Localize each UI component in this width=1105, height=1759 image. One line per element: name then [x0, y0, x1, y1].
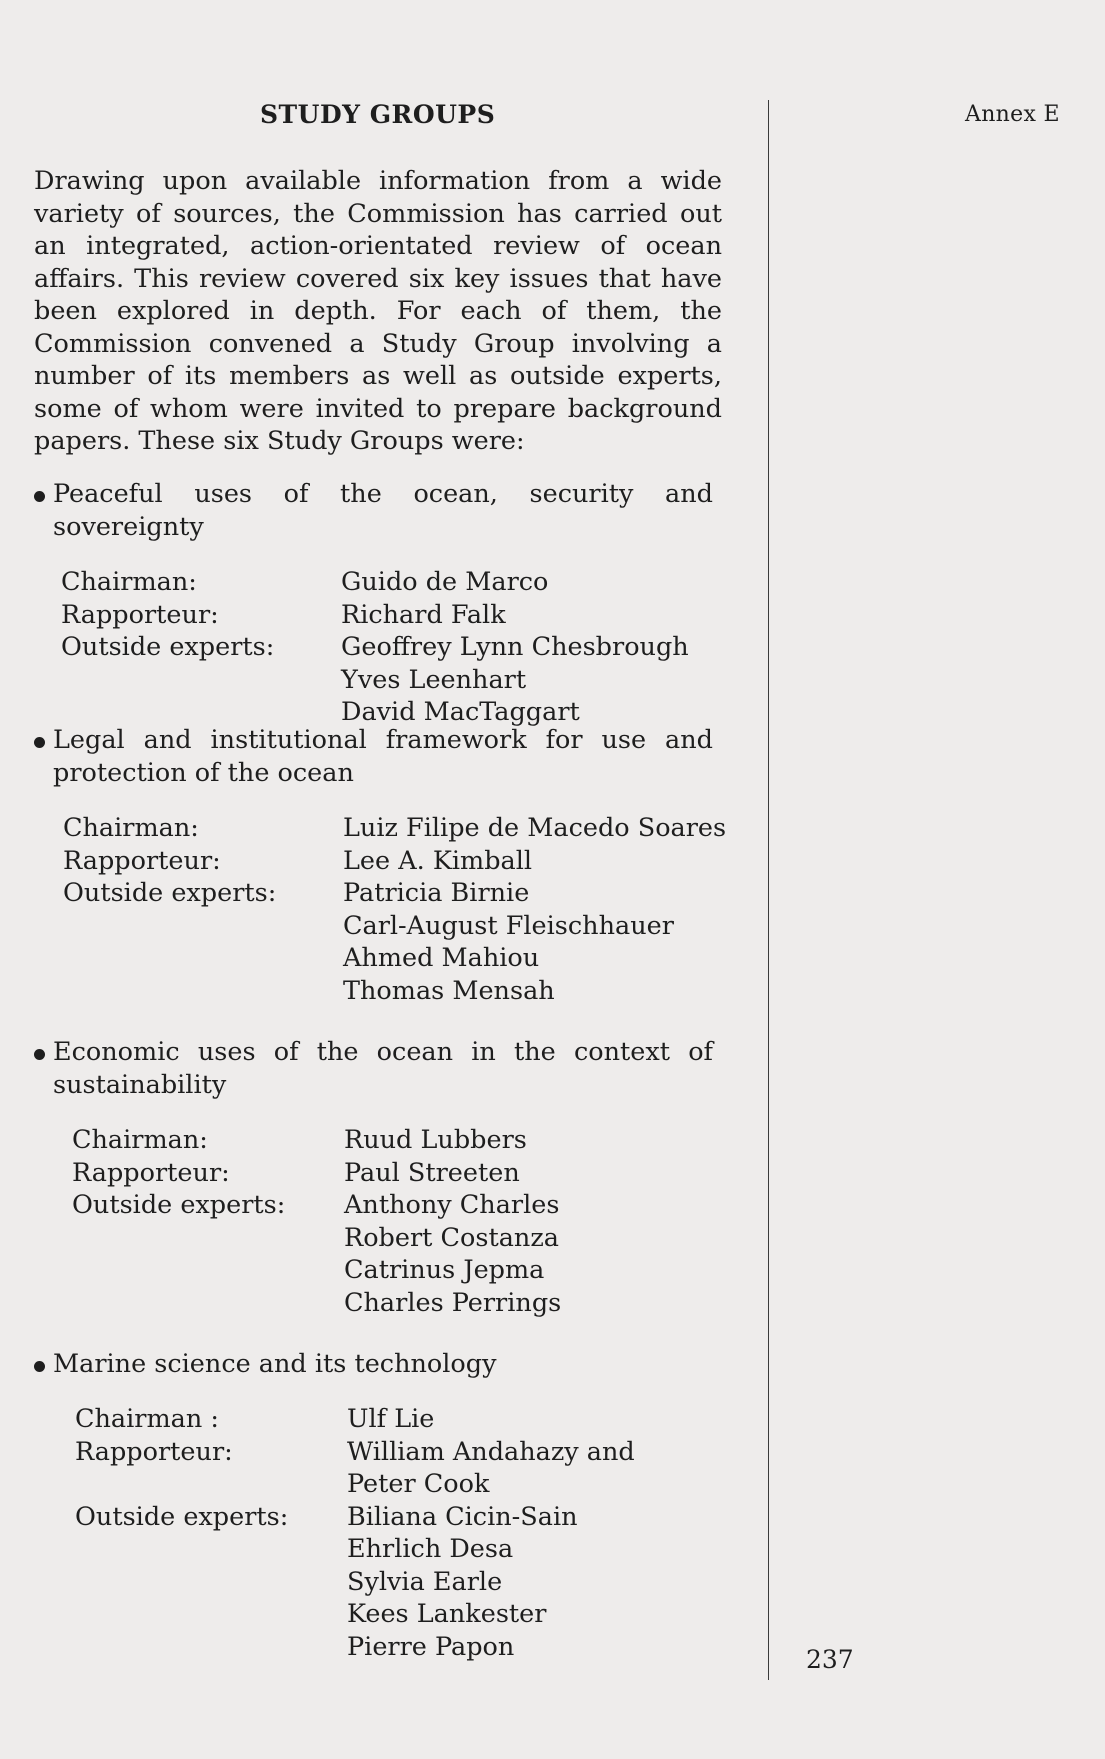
rapporteur-name: Paul Streeten — [344, 1157, 520, 1188]
rapporteur-name: Richard Falk — [341, 599, 506, 630]
intro-paragraph: Drawing upon available information from a wide variety of sources, the Commission has carried out an integrated, action-orientated review of ocean affairs. This review covered six key issues that have been explored in depth. For each of them, the Commission convened a Study Group involving a number of its members as well as outside experts, some of whom were invited to prepare background papers. These six Study Groups were: — [34, 166, 722, 456]
expert-name: Robert Costanza — [344, 1222, 559, 1253]
rapporteur-label: Rapporteur: — [63, 845, 221, 876]
column-divider — [768, 100, 769, 1680]
expert-name: Biliana Cicin-Sain — [347, 1501, 578, 1532]
bullet-icon — [34, 1361, 45, 1372]
chairman-name: Ulf Lie — [347, 1404, 435, 1434]
expert-name: Carl-August Fleischhauer — [343, 910, 674, 941]
rapporteur-label: Rapporteur: — [75, 1436, 233, 1467]
expert-name: David MacTaggart — [341, 697, 580, 727]
expert-name: Geoffrey Lynn Chesbrough — [341, 632, 689, 662]
chairman-label: Chairman: — [63, 813, 199, 843]
rapporteur-label: Rapporteur: — [61, 599, 219, 630]
annex-label: Annex E — [965, 102, 1060, 127]
study-group-peaceful-uses — [34, 478, 734, 729]
chairman-name: Ruud Lubbers — [344, 1125, 527, 1155]
experts-label: Outside experts: — [63, 878, 277, 908]
rapporteur-name: Peter Cook — [347, 1469, 490, 1499]
bullet-icon — [34, 491, 45, 502]
group-topic: Peaceful uses of the ocean, security and sovereignty — [53, 479, 713, 542]
expert-name: Sylvia Earle — [347, 1566, 503, 1597]
rapporteur-label: Rapporteur: — [72, 1157, 230, 1188]
members-table — [72, 1124, 561, 1319]
expert-name: Catrinus Jepma — [344, 1255, 545, 1285]
group-topic: Legal and institutional framework for use and protection of the ocean — [53, 725, 713, 788]
expert-name: Kees Lankester — [347, 1599, 547, 1629]
expert-name: Patricia Birnie — [343, 878, 530, 908]
chairman-label: Chairman: — [61, 567, 197, 597]
expert-name: Ehrlich Desa — [347, 1534, 514, 1564]
study-group-marine-science — [34, 1348, 734, 1663]
expert-name: Ahmed Mahiou — [343, 943, 540, 973]
chairman-name: Luiz Filipe de Macedo Soares — [343, 813, 727, 843]
expert-name: Anthony Charles — [344, 1190, 560, 1220]
study-group-legal-framework — [34, 724, 734, 1007]
group-topic: Economic uses of the ocean in the context of sustainability — [53, 1037, 713, 1100]
experts-label: Outside experts: — [75, 1501, 289, 1532]
experts-label: Outside experts: — [72, 1190, 286, 1220]
rapporteur-name: Lee A. Kimball — [343, 845, 533, 876]
chairman-label: Chairman : — [75, 1404, 219, 1434]
page-title: STUDY GROUPS — [260, 100, 496, 129]
bullet-icon — [34, 737, 45, 748]
study-group-economic-uses — [34, 1036, 734, 1319]
expert-name: Yves Leenhart — [341, 664, 527, 695]
members-table — [61, 566, 689, 729]
rapporteur-name: William Andahazy and — [347, 1436, 635, 1467]
experts-label: Outside experts: — [61, 632, 275, 662]
chairman-label: Chairman: — [72, 1125, 208, 1155]
expert-name: Pierre Papon — [347, 1631, 515, 1662]
chairman-name: Guido de Marco — [341, 567, 549, 597]
bullet-icon — [34, 1049, 45, 1060]
expert-name: Thomas Mensah — [343, 975, 555, 1006]
members-table — [75, 1403, 635, 1663]
group-topic: Marine science and its technology — [53, 1349, 497, 1379]
page-number: 237 — [806, 1645, 854, 1674]
members-table — [63, 812, 726, 1007]
expert-name: Charles Perrings — [344, 1287, 562, 1318]
